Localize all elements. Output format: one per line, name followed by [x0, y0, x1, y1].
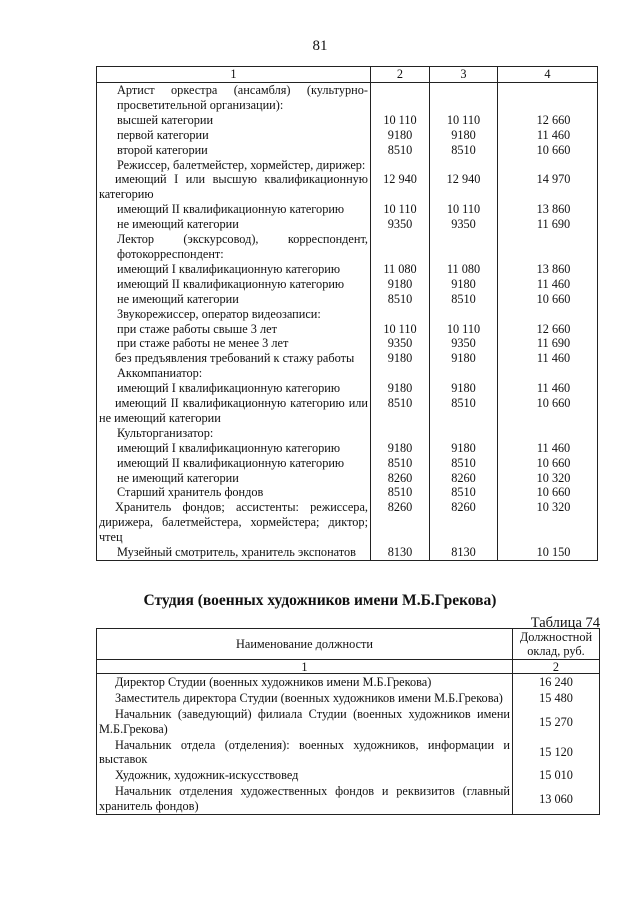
position-cell: имеющий I квалификационную категорию: [97, 441, 371, 456]
value-cell-col3: 9350: [430, 217, 498, 232]
value-cell-col4: 10 150: [498, 545, 598, 560]
position-cell: Старший хранитель фондов: [97, 485, 371, 500]
table-row: [97, 307, 598, 322]
value-cell-col2: [371, 426, 430, 441]
table-row: [97, 351, 598, 366]
position-cell: Культорганизатор:: [97, 426, 371, 441]
value-cell-col3: 10 110: [430, 113, 498, 128]
value-cell-col4: 10 660: [498, 485, 598, 500]
position-cell: Начальник отдела (отделения): военных художников, информации и выставок: [97, 737, 513, 767]
value-cell-col4: 11 690: [498, 336, 598, 351]
value-cell-col3: [430, 426, 498, 441]
table-column-numbers: [97, 660, 600, 674]
column-header-4: 4: [498, 67, 598, 83]
value-cell-col4: 12 660: [498, 322, 598, 337]
value-cell-col2: 11 080: [371, 262, 430, 277]
value-cell-col2: [371, 83, 430, 113]
position-cell: при стаже работы свыше 3 лет: [97, 322, 371, 337]
value-cell-col2: 9350: [371, 336, 430, 351]
value-cell-col3: 8260: [430, 500, 498, 545]
value-cell-col2: 9180: [371, 351, 430, 366]
position-cell: имеющий II квалификационную категорию: [97, 202, 371, 217]
position-cell: имеющий II квалификационную категорию: [97, 456, 371, 471]
value-cell-col4: 10 320: [498, 500, 598, 545]
value-cell-col4: 11 690: [498, 217, 598, 232]
position-cell: Лектор (экскурсовод), корреспондент, фотокорреспондент:: [97, 232, 371, 262]
value-cell-col2: 9180: [371, 128, 430, 143]
value-cell-col4: 12 660: [498, 113, 598, 128]
table-row: [97, 143, 598, 158]
value-cell-col4: [498, 232, 598, 262]
value-cell-col3: [430, 232, 498, 262]
value-cell-col4: 14 970: [498, 172, 598, 202]
table-row: [97, 456, 598, 471]
value-cell-col4: 10 660: [498, 456, 598, 471]
value-cell-col4: 13 860: [498, 262, 598, 277]
column-header-3: 3: [430, 67, 498, 83]
table-body: [97, 83, 598, 561]
value-cell-col4: [498, 83, 598, 113]
value-cell-col2: [371, 232, 430, 262]
position-cell: имеющий II квалификационную категорию: [97, 277, 371, 292]
value-cell-col4: 13 860: [498, 202, 598, 217]
value-cell-col4: 11 460: [498, 351, 598, 366]
value-cell-col4: 11 460: [498, 441, 598, 456]
table-row: [97, 485, 598, 500]
table-row: [97, 500, 598, 545]
position-cell: не имеющий категории: [97, 471, 371, 486]
position-cell: первой категории: [97, 128, 371, 143]
table-row: [97, 545, 598, 560]
value-cell-col2: [371, 158, 430, 173]
value-cell-col2: 8510: [371, 396, 430, 426]
value-cell-col3: 8510: [430, 143, 498, 158]
value-cell-col3: [430, 307, 498, 322]
table-row: [97, 158, 598, 173]
column-header-position: Наименование должности: [97, 629, 513, 660]
table-row: [97, 172, 598, 202]
position-cell: высшей категории: [97, 113, 371, 128]
table-row: [97, 202, 598, 217]
value-cell-col2: 10 110: [371, 202, 430, 217]
table-row: [97, 128, 598, 143]
value-cell-col3: 9180: [430, 381, 498, 396]
column-header-1: 1: [97, 67, 371, 83]
value-cell-col2: 8510: [371, 143, 430, 158]
salary-cell: 15 120: [513, 737, 600, 767]
table-row: [97, 113, 598, 128]
value-cell-col4: [498, 307, 598, 322]
value-cell-col3: 9180: [430, 128, 498, 143]
table-row: [97, 381, 598, 396]
column-header-2: 2: [371, 67, 430, 83]
position-cell: Директор Студии (военных художников имени М.Б.Грекова): [97, 674, 513, 691]
position-cell: имеющий I или высшую квалификационную категорию: [97, 172, 371, 202]
position-cell: Начальник (заведующий) филиала Студии (военных художников имени М.Б.Грекова): [97, 706, 513, 736]
value-cell-col3: [430, 83, 498, 113]
position-cell: Аккомпаниатор:: [97, 366, 371, 381]
value-cell-col3: 8510: [430, 485, 498, 500]
value-cell-col2: 9350: [371, 217, 430, 232]
table-row: [97, 706, 600, 736]
value-cell-col3: 11 080: [430, 262, 498, 277]
table-header-row: [97, 67, 598, 83]
position-cell: второй категории: [97, 143, 371, 158]
position-cell: Звукорежиссер, оператор видеозаписи:: [97, 307, 371, 322]
value-cell-col2: 8510: [371, 485, 430, 500]
table-body: [97, 674, 600, 815]
value-cell-col2: 10 110: [371, 322, 430, 337]
position-cell: имеющий I квалификационную категорию: [97, 381, 371, 396]
table-row: [97, 262, 598, 277]
column-header-salary: Должностной оклад, руб.: [513, 629, 600, 660]
table-row: [97, 690, 600, 706]
position-cell: Режиссер, балетмейстер, хормейстер, дирижер:: [97, 158, 371, 173]
position-cell: Хранитель фондов; ассистенты: режиссера, дирижера, балетмейстера, хормейстера; диктор; чтец: [97, 500, 371, 545]
salary-cell: 16 240: [513, 674, 600, 691]
salary-cell: 15 480: [513, 690, 600, 706]
position-cell: не имеющий категории: [97, 217, 371, 232]
value-cell-col4: 10 660: [498, 143, 598, 158]
position-cell: не имеющий категории: [97, 292, 371, 307]
table-row: [97, 232, 598, 262]
table-row: [97, 292, 598, 307]
value-cell-col3: 9180: [430, 441, 498, 456]
studio-salary-table: [96, 628, 600, 815]
value-cell-col3: 12 940: [430, 172, 498, 202]
table-row: [97, 336, 598, 351]
value-cell-col3: 8260: [430, 471, 498, 486]
value-cell-col3: 8510: [430, 396, 498, 426]
value-cell-col4: 10 660: [498, 292, 598, 307]
value-cell-col2: 8510: [371, 456, 430, 471]
value-cell-col3: 10 110: [430, 202, 498, 217]
column-number-2: 2: [513, 660, 600, 674]
value-cell-col3: 8510: [430, 292, 498, 307]
value-cell-col2: 8260: [371, 471, 430, 486]
salary-table-continued: [96, 66, 598, 561]
table-row: [97, 441, 598, 456]
column-number-1: 1: [97, 660, 513, 674]
position-cell: Заместитель директора Студии (военных художников имени М.Б.Грекова): [97, 690, 513, 706]
value-cell-col2: [371, 366, 430, 381]
position-cell: Музейный смотритель, хранитель экспонатов: [97, 545, 371, 560]
value-cell-col3: 9180: [430, 351, 498, 366]
salary-cell: 13 060: [513, 783, 600, 814]
value-cell-col2: 10 110: [371, 113, 430, 128]
table-row: [97, 471, 598, 486]
position-cell: Художник, художник-искусствовед: [97, 767, 513, 783]
table-row: [97, 366, 598, 381]
section-title: Студия (военных художников имени М.Б.Грекова): [143, 592, 497, 609]
value-cell-col3: 9350: [430, 336, 498, 351]
value-cell-col4: [498, 366, 598, 381]
value-cell-col4: 11 460: [498, 277, 598, 292]
value-cell-col3: [430, 366, 498, 381]
value-cell-col4: 11 460: [498, 128, 598, 143]
value-cell-col3: 8510: [430, 456, 498, 471]
value-cell-col4: 10 660: [498, 396, 598, 426]
value-cell-col4: [498, 158, 598, 173]
value-cell-col4: [498, 426, 598, 441]
value-cell-col4: 11 460: [498, 381, 598, 396]
position-cell: без предъявления требований к стажу работы: [97, 351, 371, 366]
value-cell-col2: 9180: [371, 381, 430, 396]
position-cell: при стаже работы не менее 3 лет: [97, 336, 371, 351]
value-cell-col2: 8130: [371, 545, 430, 560]
table-row: [97, 737, 600, 767]
value-cell-col2: 8260: [371, 500, 430, 545]
value-cell-col4: 10 320: [498, 471, 598, 486]
position-cell: имеющий II квалификационную категорию или не имеющий категории: [97, 396, 371, 426]
table-row: [97, 426, 598, 441]
table-row: [97, 277, 598, 292]
value-cell-col3: [430, 158, 498, 173]
table-header-row: [97, 629, 600, 660]
value-cell-col2: [371, 307, 430, 322]
table-number-label: Таблица 74: [530, 615, 600, 631]
value-cell-col3: 9180: [430, 277, 498, 292]
value-cell-col2: 8510: [371, 292, 430, 307]
table-row: [97, 217, 598, 232]
table-row: [97, 322, 598, 337]
position-cell: имеющий I квалификационную категорию: [97, 262, 371, 277]
value-cell-col3: 8130: [430, 545, 498, 560]
table-row: [97, 83, 598, 113]
value-cell-col2: 12 940: [371, 172, 430, 202]
salary-cell: 15 270: [513, 706, 600, 736]
table-row: [97, 783, 600, 814]
position-cell: Артист оркестра (ансамбля) (культурно-просветительной организации):: [97, 83, 371, 113]
page-number: 81: [312, 38, 328, 54]
value-cell-col3: 10 110: [430, 322, 498, 337]
table-row: [97, 396, 598, 426]
value-cell-col2: 9180: [371, 277, 430, 292]
table-row: [97, 674, 600, 691]
value-cell-col2: 9180: [371, 441, 430, 456]
position-cell: Начальник отделения художественных фондов и реквизитов (главный хранитель фондов): [97, 783, 513, 814]
table-row: [97, 767, 600, 783]
salary-cell: 15 010: [513, 767, 600, 783]
